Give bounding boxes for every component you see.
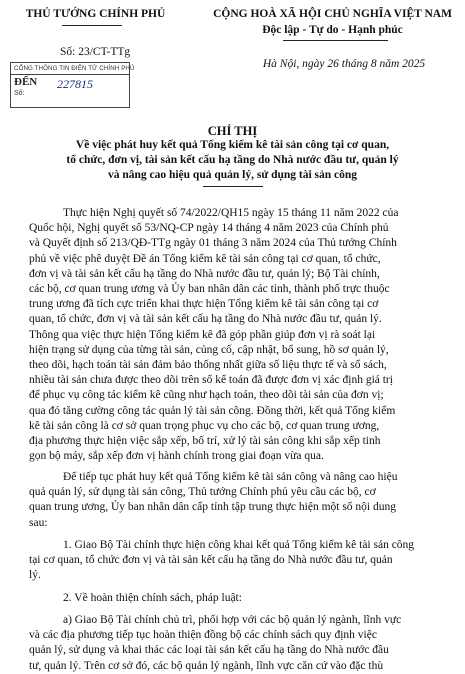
motto-underline — [283, 40, 388, 41]
stamp-sub-label: Số: — [14, 90, 25, 97]
paragraph-line: địa phương thực hiện việc sắp xếp, bố trí, xử lý tài sản công khi sắp xếp tinh — [29, 435, 381, 448]
paragraph-line: để phục vụ công tác kiểm kê cũng như hạch toán, theo dõi tài sản của đơn vị; — [29, 389, 384, 402]
stamp-label: ĐẾN — [14, 76, 38, 88]
issuer-underline — [62, 25, 122, 26]
document-type: CHỈ THỊ — [207, 124, 258, 138]
paragraph-line: quan, tổ chức, đơn vị và tài sản kết cấu hạ tầng do Nhà nước đầu tư, quản lý. — [29, 313, 382, 326]
paragraph-line: đơn vị và tài sản kết cấu hạ tầng do Nhà nước đầu tư, quản lý; Bộ Tài chính, — [29, 267, 380, 280]
paragraph-line: tại cơ quan, tổ chức đơn vị và tài sản kết cấu hạ tầng do Nhà nước đầu tư, quản — [29, 554, 393, 567]
paragraph-2 — [29, 470, 449, 531]
paragraph-line: Thực hiện Nghị quyết số 74/2022/QH15 ngày 15 tháng 11 năm 2022 của — [63, 207, 399, 219]
paragraph-line: lý. — [29, 569, 41, 582]
paragraph-line: các bộ, cơ quan trung ương và Ủy ban nhân dân các tỉnh, thành phố trực thuộc — [29, 283, 390, 296]
issuer-name: THỦ TƯỚNG CHÍNH PHỦ — [25, 8, 166, 20]
title-line-1: Về việc phát huy kết quả Tổng kiểm kê tài sản công tại cơ quan, — [75, 139, 390, 151]
title-line-3: và nâng cao hiệu quả quản lý, sử dụng tài sản công — [107, 169, 358, 181]
paragraph-line: 2. Về hoàn thiện chính sách, pháp luật: — [63, 592, 242, 604]
title-underline — [203, 186, 263, 187]
stamp-divider — [11, 74, 129, 75]
paragraph-line: a) Giao Bộ Tài chính chủ trì, phối hợp với các bộ quản lý ngành, lĩnh vực — [63, 614, 402, 626]
received-stamp — [10, 62, 135, 108]
document-number: Số: 23/CT-TTg — [60, 46, 131, 58]
paragraph-line: sau: — [29, 516, 48, 529]
paragraph-1 — [29, 206, 449, 464]
paragraph-line: và các địa phương tiếp tục hoàn thiện đồng bộ các chính sách quy định việc — [29, 629, 377, 642]
item-2a — [29, 613, 449, 674]
paragraph-line: gọn bộ máy, sắp xếp đơn vị hành chính trong giai đoạn vừa qua. — [29, 450, 324, 463]
national-motto: Độc lập - Tự do - Hạnh phúc — [262, 24, 403, 36]
paragraph-line: qua đó tăng cường công tác quản lý tài sản công. Đồng thời, kết quả Tổng kiểm — [29, 404, 396, 417]
issue-date: Hà Nội, ngày 26 tháng 8 năm 2025 — [262, 58, 426, 70]
stamp-number: 227815 — [57, 77, 93, 91]
paragraph-line: quả quản lý, sử dụng tài sản công, Thủ tướng Chính phủ yêu cầu các bộ, cơ — [29, 486, 376, 499]
paragraph-line: kê tài sản công là cơ sở quan trọng phục vụ cho các bộ, cơ quan trung ương, — [29, 419, 380, 432]
paragraph-line: trung ương đã tích cực triển khai thực hiện Tổng kiểm kê tài sản công tại cơ — [29, 298, 379, 311]
item-2-heading — [29, 591, 449, 606]
stamp-title: CỔNG THÔNG TIN ĐIỆN TỬ CHÍNH PHỦ — [14, 65, 135, 72]
paragraph-line: quản lý, sử dụng và khai thác các loại tài sản kết cấu hạ tầng do Nhà nước đầu — [29, 644, 389, 657]
title-line-2: tổ chức, đơn vị, tài sản kết cấu hạ tầng do Nhà nước đầu tư, quản lý — [66, 154, 399, 166]
item-1 — [29, 538, 449, 584]
paragraph-line: phủ về việc phê duyệt Đề án Tổng kiểm kê tài sản công tại cơ quan, tổ chức, — [29, 252, 381, 265]
paragraph-line: Để tiếp tục phát huy kết quả Tổng kiểm kê tài sản công và nâng cao hiệu — [63, 471, 398, 483]
paragraph-line: Thông qua việc thực hiện Tổng kiểm kê đã góp phần giúp đơn vị rà soát lại — [29, 328, 376, 341]
paragraph-line: Quốc hội, Nghị quyết số 53/NQ-CP ngày 14 tháng 4 năm 2023 của Chính phủ — [29, 222, 389, 235]
paragraph-line: theo dõi, hạch toán tài sản đảm bảo thống nhất giữa số liệu thực tế và sổ sách, — [29, 359, 387, 372]
paragraph-line: quan trung ương, Ủy ban nhân dân cấp tỉnh tập trung thực hiện một số nội dung — [29, 501, 397, 514]
paragraph-line: hiện trạng sử dụng của từng tài sản, củng cố, cập nhật, bổ sung, hồ sơ quản lý, — [29, 343, 389, 356]
paragraph-line: 1. Giao Bộ Tài chính thực hiện công khai kết quả Tổng kiểm kê tài sản công — [63, 539, 415, 551]
paragraph-line: và Quyết định số 213/QĐ-TTg ngày 01 tháng 3 năm 2024 của Thủ tướng Chính — [29, 237, 397, 250]
paragraph-line: nhiều tài sản chưa được theo dõi trên sổ kế toán đã được đơn vị xác định giá trị — [29, 374, 393, 387]
paragraph-line: tư, quản lý. Trên cơ sở đó, các bộ quản lý ngành, lĩnh vực căn cứ vào đặc thù — [29, 659, 384, 672]
national-title: CỘNG HOÀ XÃ HỘI CHỦ NGHĨA VIỆT NAM — [213, 8, 452, 20]
